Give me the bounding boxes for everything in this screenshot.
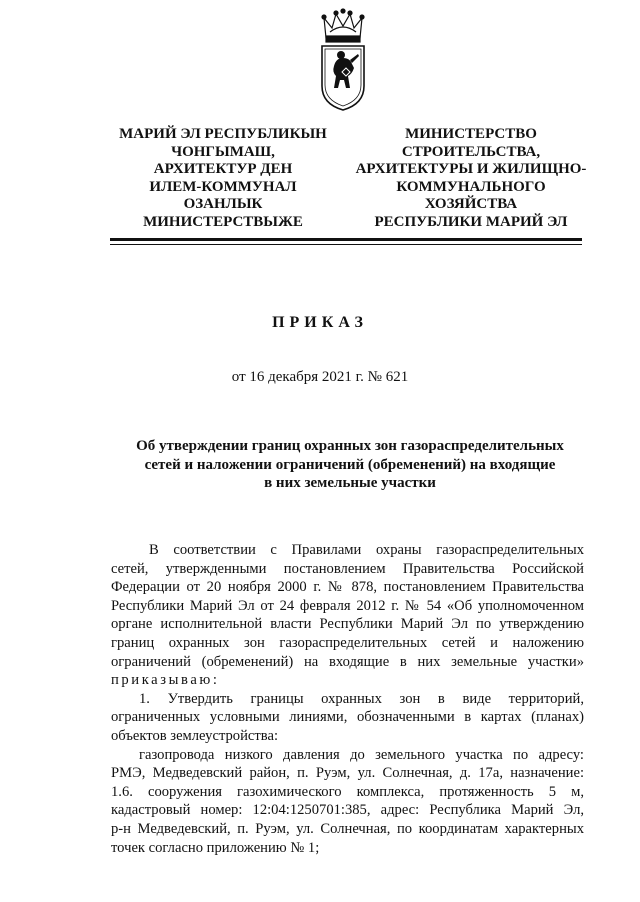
document-type: ПРИКАЗ <box>272 314 368 331</box>
body-line: кадастровый номер: 12:04:1250701:385, адрес: Республика Марий Эл, <box>111 802 584 819</box>
header-right-line: РЕСПУБЛИКИ МАРИЙ ЭЛ <box>374 213 568 230</box>
body-line: приказываю: <box>111 672 220 689</box>
body-line: В соответствии с Правилами охраны газораспределительных <box>149 542 584 558</box>
body-line: объектов землеустройства: <box>111 727 278 744</box>
body-line: Федерации от 20 ноября 2000 г. № 878, постановлением Правительства <box>111 579 584 596</box>
header-left-line: ОЗАНЛЫК <box>183 196 263 212</box>
body-line: 1. Утвердить границы охранных зон в виде территорий, <box>139 690 584 707</box>
body-line: органе исполнительной власти Республики Марий Эл по утверждению <box>111 616 584 633</box>
subject-line: в них земельные участки <box>264 475 436 491</box>
body-line: ограничений (обременений) на входящие в них земельные участки» <box>111 653 584 670</box>
body-line: границ охранных зон газораспределительных сетей и наложению <box>111 634 584 651</box>
body-line: газопровода низкого давления до земельного участка по адресу: <box>139 746 584 763</box>
document-date: от 16 декабря 2021 г. № 621 <box>231 369 409 385</box>
header-left-line: ЧОНГЫМАШ, <box>171 143 275 160</box>
coat-of-arms-icon <box>316 8 370 112</box>
body-line: Республики Марий Эл от 24 февраля 2012 г. № 54 «Об уполномоченном <box>111 597 584 614</box>
body-line: ограниченных условными линиями, обозначенными в картах (планах) <box>111 709 584 726</box>
header-right-line: ХОЗЯЙСТВА <box>424 196 518 212</box>
subject-line: Об утверждении границ охранных зон газораспределительных <box>136 438 564 454</box>
header-left-line: МИНИСТЕРСТВЫЖЕ <box>143 213 303 230</box>
body-line: р-н Медведевский, п. Руэм, ул. Солнечная, по координатам характерных <box>111 820 584 837</box>
document-body <box>111 541 584 857</box>
header-right-line: КОММУНАЛЬНОГО <box>396 178 546 195</box>
header-right-line: МИНИСТЕРСТВО <box>405 126 537 142</box>
body-line: точек согласно приложению № 1; <box>111 839 320 856</box>
header-divider-thin <box>110 244 582 245</box>
body-line: РМЭ, Медведевский район, п. Руэм, ул. Солнечная, д. 17а, назначение: <box>111 765 584 782</box>
ministry-name-russian <box>346 126 596 231</box>
body-line: сетей, утвержденными постановлением Правительства Российской <box>111 560 584 577</box>
header-divider-thick <box>110 238 582 241</box>
header-left-line: АРХИТЕКТУР ДЕН <box>153 161 293 177</box>
header-left-line: МАРИЙ ЭЛ РЕСПУБЛИКЫН <box>119 126 327 142</box>
subject-line: сетей и наложении ограничений (обременений) на входящие <box>144 456 556 473</box>
header-left-line: ИЛЕМ-КОММУНАЛ <box>149 178 297 195</box>
document-subject <box>110 437 590 493</box>
ministry-name-mari <box>108 126 338 231</box>
header-right-line: АРХИТЕКТУРЫ И ЖИЛИЩНО- <box>355 161 587 177</box>
header-right-line: СТРОИТЕЛЬСТВА, <box>401 143 541 160</box>
body-line: 1.6. сооружения газохимического комплекса, протяженность 5 м, <box>111 783 584 800</box>
